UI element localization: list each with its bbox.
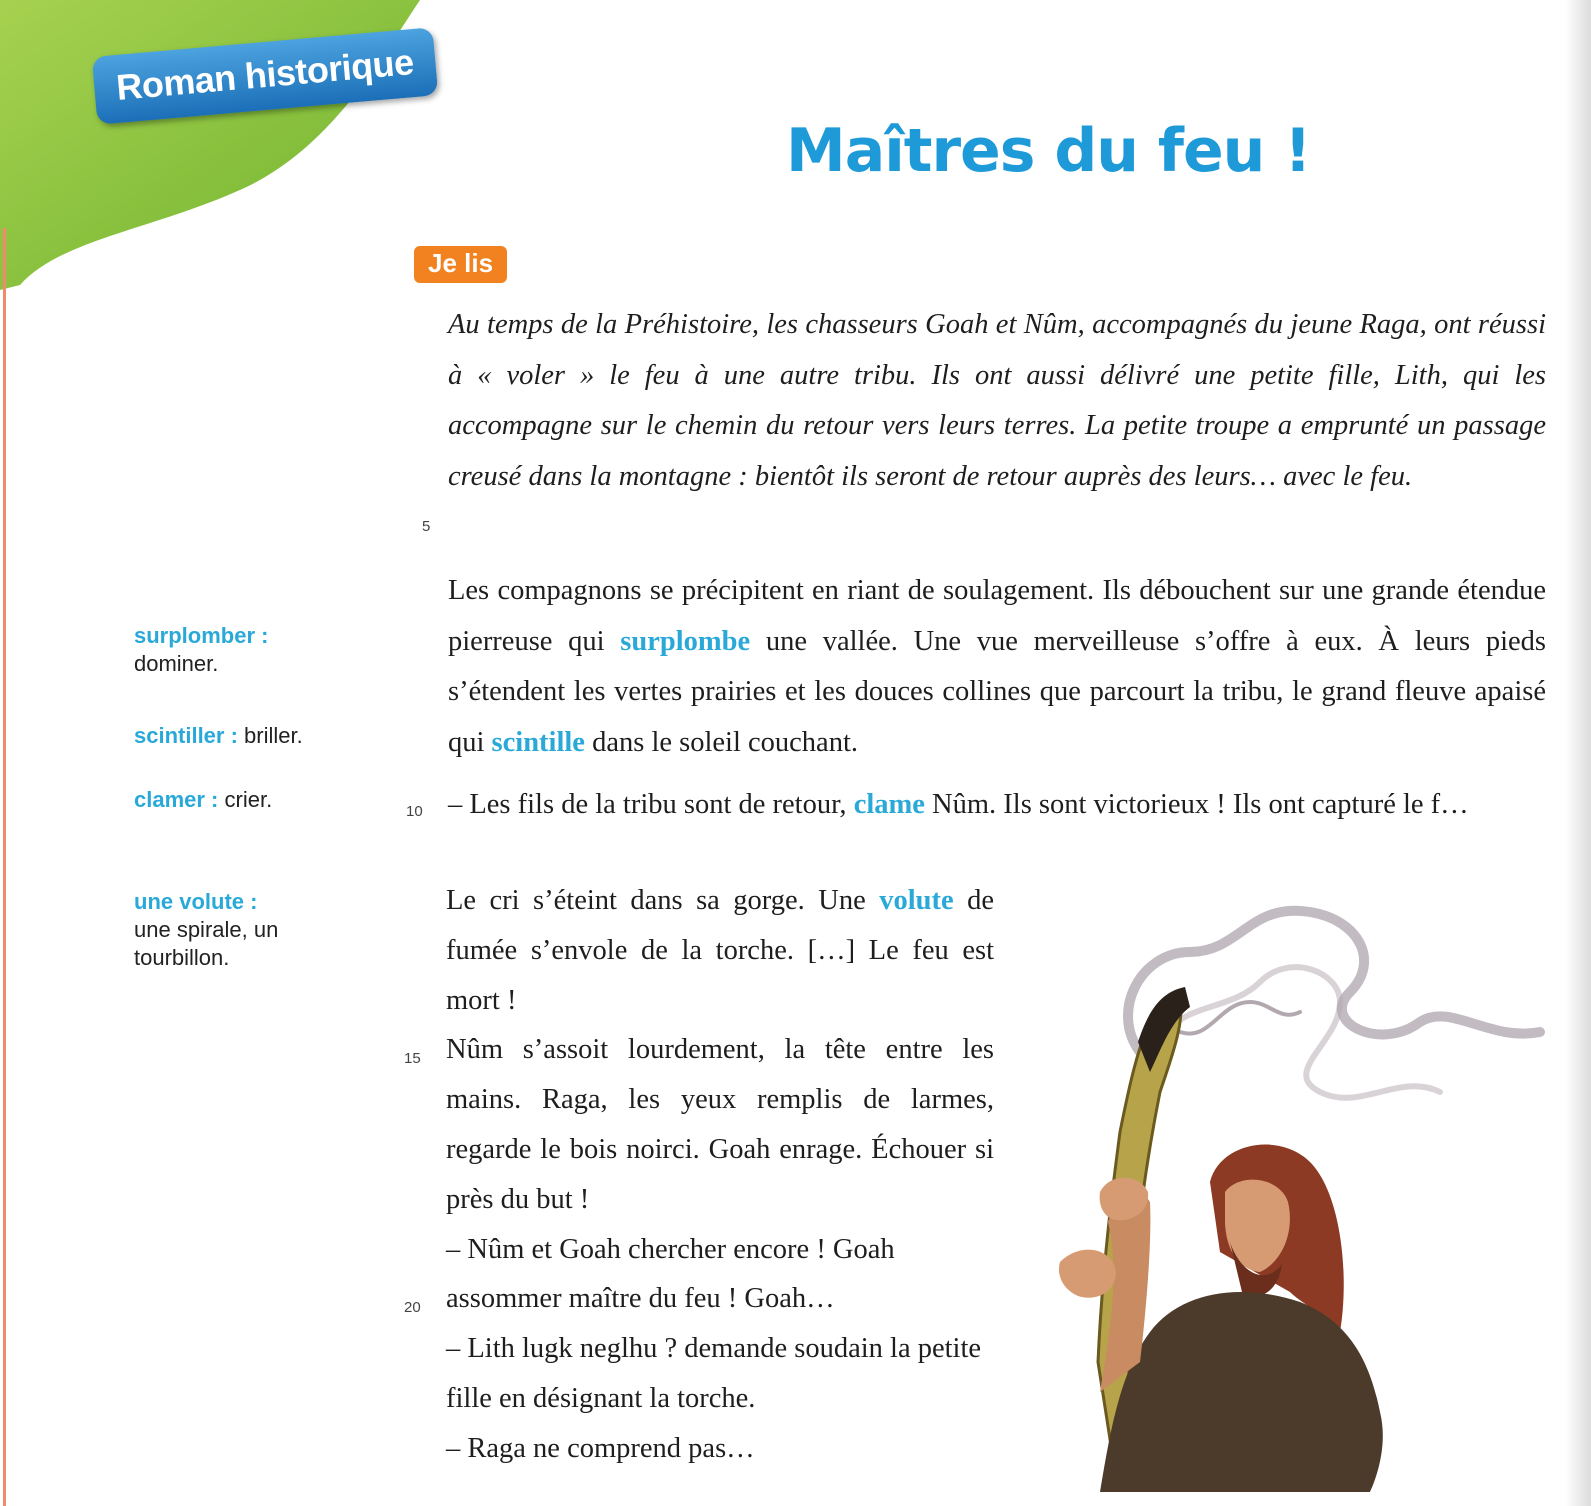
line-number: 20 bbox=[404, 1299, 421, 1316]
paragraph-1 bbox=[448, 566, 1546, 768]
glossary-entry bbox=[134, 622, 404, 678]
margin-rule bbox=[3, 228, 6, 1506]
dialogue-line: – Nûm et Goah chercher encore ! Goah assommer maître du feu ! Goah… bbox=[446, 1233, 895, 1315]
intro-paragraph bbox=[448, 300, 1546, 502]
vocab-clame: clame bbox=[853, 789, 925, 820]
text-span: de fumée s’envole de la torche. […] Le feu est mort ! bbox=[446, 885, 995, 1016]
text-span: – Les fils de la tribu sont de retour, bbox=[448, 789, 854, 820]
glossary-definition: une spirale, un tourbillon. bbox=[134, 917, 279, 970]
glossary-term: surplomber : bbox=[134, 623, 269, 648]
glossary-term: une volute : bbox=[134, 889, 258, 914]
intro-text: Au temps de la Préhistoire, les chasseurs Goah et Nûm, accompagnés du jeune Raga, ont réussi à « voler » le feu à une autre tribu. Ils ont aussi délivré une petite fille, Lith, qui les accompagne sur le chemin du retour vers leurs terres. La petite troupe a emprunté un passage creusé dans la montagne : bientôt ils seront de retour auprès des leurs… avec le feu. bbox=[448, 309, 1546, 492]
line-number: 5 bbox=[422, 518, 431, 535]
text-span: Le cri s’éteint dans sa gorge. Une bbox=[446, 885, 880, 916]
section-label: Je lis bbox=[414, 246, 507, 283]
glossary-definition: crier. bbox=[224, 787, 273, 812]
caveman-hand bbox=[1059, 1250, 1116, 1298]
glossary-definition: dominer. bbox=[134, 651, 219, 676]
line-number: 15 bbox=[404, 1050, 421, 1067]
page-edge-shadow bbox=[1565, 0, 1591, 1506]
paragraph-4: Nûm s’assoit lourdement, la tête entre les mains. Raga, les yeux remplis de larmes, regarde le bois noirci. Goah enrage. Échouer si près du but ! bbox=[446, 1034, 994, 1215]
text-span: dans le soleil couchant. bbox=[584, 726, 858, 758]
glossary-entry bbox=[134, 722, 404, 750]
text-span: une vallée. Une vue merveilleuse s’offre à eux. À leurs pieds s’étendent les vertes prairies et les douces collines que parcourt la tribu, le grand fleuve apaisé qui bbox=[448, 625, 1546, 758]
narrow-column bbox=[446, 876, 994, 1474]
glossary-term: scintiller : bbox=[134, 723, 238, 748]
vocab-scintille: scintille bbox=[491, 726, 585, 758]
glossary-term: clamer : bbox=[134, 787, 219, 812]
glossary-entry bbox=[134, 888, 334, 972]
paragraph-2 bbox=[448, 780, 1546, 830]
dialogue-line: – Lith lugk neglhu ? demande soudain la petite fille en désignant la torche. bbox=[446, 1333, 982, 1414]
smoke-swirl bbox=[1180, 1002, 1300, 1034]
dialogue-line: – Raga ne comprend pas… bbox=[446, 1432, 755, 1464]
text-span: Les compagnons se précipitent en riant de soulagement. Ils débouchent sur une grande étendue pierreuse qui bbox=[448, 575, 1546, 657]
text-span: Nûm. Ils sont victorieux ! Ils ont capturé le f… bbox=[924, 789, 1469, 820]
glossary-definition: briller. bbox=[244, 723, 303, 748]
glossary-entry bbox=[134, 786, 404, 814]
line-number: 10 bbox=[406, 803, 423, 820]
category-tag: Roman historique bbox=[92, 27, 439, 125]
vocab-surplombe: surplombe bbox=[620, 625, 751, 657]
caveman-torch-illustration bbox=[1020, 892, 1560, 1492]
paragraph-3 bbox=[446, 876, 994, 1025]
page-title: Maîtres du feu ! bbox=[786, 116, 1311, 186]
vocab-volute: volute bbox=[879, 885, 954, 916]
